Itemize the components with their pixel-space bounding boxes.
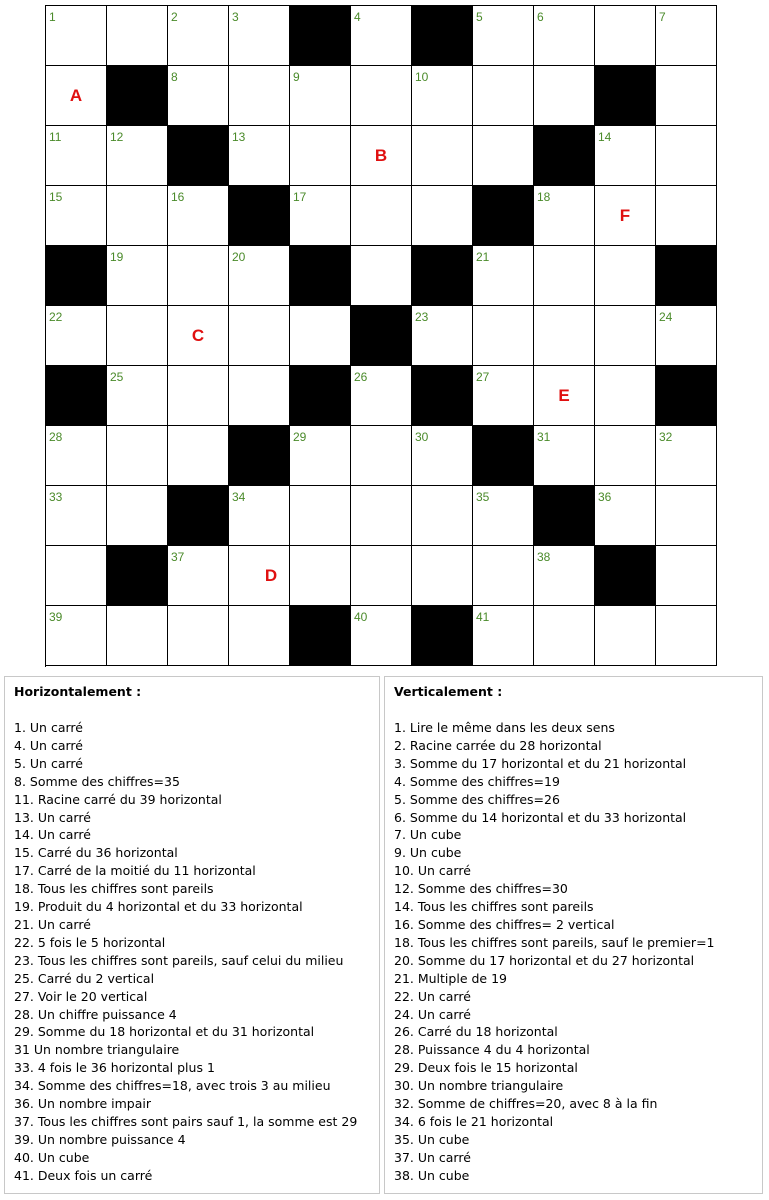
black-cell — [473, 426, 534, 486]
vertical-clue: 28. Puissance 4 du 4 horizontal — [394, 1042, 590, 1058]
grid-cell[interactable] — [351, 66, 412, 126]
vertical-clue: 26. Carré du 18 horizontal — [394, 1024, 558, 1040]
vertical-clue: 18. Tous les chiffres sont pareils, sauf le premier=1 — [394, 934, 715, 950]
black-cell — [46, 366, 107, 426]
vertical-clue: 29. Deux fois le 15 horizontal — [394, 1060, 578, 1076]
clue-number: 13 — [232, 130, 246, 144]
grid-cell[interactable] — [412, 426, 473, 486]
horizontal-clues-panel — [4, 676, 380, 1194]
horizontal-clue: 14. Un carré — [14, 827, 91, 843]
clue-number: 37 — [171, 550, 185, 564]
clue-number: 24 — [659, 310, 673, 324]
horizontal-clue: 8. Somme des chiffres=35 — [14, 773, 180, 789]
black-cell — [656, 366, 717, 426]
horizontal-clue: 11. Racine carré du 39 horizontal — [14, 791, 222, 807]
grid-cell[interactable] — [107, 366, 168, 426]
grid-cell[interactable] — [229, 6, 290, 66]
grid-cell[interactable] — [351, 6, 412, 66]
cell-marker-letter: E — [558, 385, 570, 405]
grid-cell[interactable] — [46, 546, 107, 606]
grid-cell[interactable] — [290, 186, 351, 246]
vertical-clue: 22. Un carré — [394, 988, 471, 1004]
grid-cell[interactable] — [46, 306, 107, 366]
horizontal-clues-title: Horizontalement : — [14, 684, 142, 699]
clue-number: 22 — [49, 310, 63, 324]
grid-cell[interactable] — [46, 486, 107, 546]
vertical-clue: 20. Somme du 17 horizontal et du 27 horizontal — [394, 952, 695, 968]
grid-cell[interactable] — [595, 426, 656, 486]
grid-cell[interactable] — [534, 546, 595, 606]
clue-number: 26 — [354, 370, 368, 384]
grid-cell[interactable] — [229, 486, 290, 546]
grid-cell[interactable] — [534, 306, 595, 366]
grid-cell[interactable] — [595, 6, 656, 66]
grid-cell[interactable] — [229, 366, 290, 426]
black-cell — [412, 246, 473, 306]
grid-cell[interactable] — [595, 366, 656, 426]
grid-cell[interactable] — [290, 486, 351, 546]
black-cell — [46, 246, 107, 306]
black-cell — [595, 546, 656, 606]
vertical-clues-panel — [384, 676, 763, 1194]
clue-number: 18 — [537, 190, 551, 204]
grid-cell[interactable] — [473, 126, 534, 186]
black-cell — [168, 126, 229, 186]
horizontal-clue: 34. Somme des chiffres=18, avec trois 3 au milieu — [14, 1078, 331, 1094]
horizontal-clue: 18. Tous les chiffres sont pareils — [14, 881, 214, 897]
horizontal-clue: 39. Un nombre puissance 4 — [14, 1131, 186, 1147]
grid-cell[interactable] — [168, 306, 229, 366]
horizontal-clue: 27. Voir le 20 vertical — [14, 988, 148, 1004]
grid-cell[interactable] — [534, 366, 595, 426]
grid-cell[interactable] — [46, 6, 107, 66]
grid-cell[interactable] — [168, 366, 229, 426]
grid-cell[interactable] — [473, 546, 534, 606]
grid-cell[interactable] — [107, 426, 168, 486]
grid-cell[interactable] — [229, 126, 290, 186]
grid-cell[interactable] — [473, 6, 534, 66]
grid-cell[interactable] — [412, 546, 473, 606]
horizontal-clue: 37. Tous les chiffres sont pairs sauf 1, la somme est 29 — [14, 1113, 358, 1129]
grid-cell[interactable] — [656, 606, 717, 666]
horizontal-clue: 17. Carré de la moitié du 11 horizontal — [14, 863, 256, 879]
horizontal-clue: 5. Un carré — [14, 755, 83, 771]
clue-number: 23 — [415, 310, 429, 324]
grid-cell[interactable] — [107, 606, 168, 666]
vertical-clue: 37. Un carré — [394, 1149, 471, 1165]
black-cell — [534, 126, 595, 186]
vertical-clue: 3. Somme du 17 horizontal et du 21 horizontal — [394, 755, 687, 771]
grid-cell[interactable] — [656, 546, 717, 606]
grid-cell[interactable] — [595, 246, 656, 306]
horizontal-clue: 31 Un nombre triangulaire — [14, 1042, 180, 1058]
clue-number: 38 — [537, 550, 551, 564]
black-cell — [412, 606, 473, 666]
grid-cell[interactable] — [656, 6, 717, 66]
black-cell — [290, 6, 351, 66]
cell-marker-letter: C — [191, 325, 205, 345]
clue-number: 4 — [354, 10, 361, 24]
grid-cell[interactable] — [473, 366, 534, 426]
vertical-clue: 4. Somme des chiffres=19 — [394, 773, 560, 789]
grid-cell[interactable] — [107, 186, 168, 246]
grid-cell[interactable] — [534, 186, 595, 246]
clue-number: 25 — [110, 370, 124, 384]
black-cell — [412, 366, 473, 426]
grid-cell[interactable] — [473, 606, 534, 666]
vertical-clue: 7. Un cube — [394, 827, 462, 843]
horizontal-clue: 29. Somme du 18 horizontal et du 31 horizontal — [14, 1024, 315, 1040]
horizontal-clues-list — [14, 719, 370, 1185]
cell-marker-letter: B — [374, 145, 388, 165]
cell-marker-letter: D — [264, 565, 278, 585]
grid-cell[interactable] — [290, 426, 351, 486]
vertical-clue: 9. Un cube — [394, 845, 462, 861]
grid-cell[interactable] — [534, 426, 595, 486]
clue-number: 41 — [476, 610, 490, 624]
cell-marker-letter: A — [69, 85, 83, 105]
black-cell — [229, 426, 290, 486]
grid-cell[interactable] — [534, 606, 595, 666]
crossword-grid — [45, 5, 717, 667]
vertical-clue: 32. Somme de chiffres=20, avec 8 à la fin — [394, 1096, 658, 1112]
black-cell — [107, 546, 168, 606]
clue-number: 27 — [476, 370, 490, 384]
grid-cell[interactable] — [290, 306, 351, 366]
black-cell — [229, 186, 290, 246]
grid-cell[interactable] — [656, 126, 717, 186]
grid-cell[interactable] — [412, 66, 473, 126]
vertical-clue: 6. Somme du 14 horizontal et du 33 horizontal — [394, 809, 687, 825]
horizontal-clue: 1. Un carré — [14, 720, 83, 735]
horizontal-clue: 36. Un nombre impair — [14, 1096, 151, 1112]
clue-number: 29 — [293, 430, 307, 444]
grid-cell[interactable] — [473, 66, 534, 126]
grid-cell[interactable] — [290, 126, 351, 186]
grid-cell[interactable] — [351, 606, 412, 666]
clue-number: 20 — [232, 250, 246, 264]
vertical-clue: 38. Un cube — [394, 1167, 470, 1183]
grid-cell[interactable] — [595, 126, 656, 186]
vertical-clue: 1. Lire le même dans les deux sens — [394, 720, 615, 735]
vertical-clues-title: Verticalement : — [394, 684, 503, 699]
vertical-clue: 34. 6 fois le 21 horizontal — [394, 1113, 554, 1129]
grid-cell[interactable] — [412, 306, 473, 366]
clue-number: 34 — [232, 490, 246, 504]
clue-number: 28 — [49, 430, 63, 444]
grid-cell[interactable] — [46, 426, 107, 486]
clue-number: 12 — [110, 130, 124, 144]
grid-cell[interactable] — [351, 366, 412, 426]
vertical-clues-list — [394, 719, 753, 1185]
clue-number: 16 — [171, 190, 185, 204]
clue-number: 19 — [110, 250, 124, 264]
horizontal-clue: 40. Un cube — [14, 1149, 90, 1165]
grid-cell[interactable] — [168, 6, 229, 66]
black-cell — [473, 186, 534, 246]
grid-cell[interactable] — [229, 246, 290, 306]
black-cell — [656, 246, 717, 306]
grid-cell[interactable] — [229, 66, 290, 126]
grid-cell[interactable] — [595, 186, 656, 246]
horizontal-clue: 41. Deux fois un carré — [14, 1167, 153, 1183]
clue-number: 39 — [49, 610, 63, 624]
vertical-clue: 12. Somme des chiffres=30 — [394, 881, 568, 897]
grid-cell[interactable] — [534, 246, 595, 306]
grid-cell[interactable] — [473, 306, 534, 366]
grid-cell[interactable] — [351, 246, 412, 306]
grid-cell[interactable] — [168, 546, 229, 606]
grid-cell[interactable] — [534, 6, 595, 66]
clue-number: 14 — [598, 130, 612, 144]
vertical-clue: 24. Un carré — [394, 1006, 471, 1022]
grid-cell[interactable] — [107, 306, 168, 366]
vertical-clue: 14. Tous les chiffres sont pareils — [394, 899, 594, 915]
clue-number: 30 — [415, 430, 429, 444]
clue-number: 8 — [171, 70, 178, 84]
horizontal-clue: 15. Carré du 36 horizontal — [14, 845, 178, 861]
grid-cell[interactable] — [290, 546, 351, 606]
clue-number: 5 — [476, 10, 483, 24]
grid-cell[interactable] — [168, 246, 229, 306]
grid-cell[interactable] — [473, 246, 534, 306]
clue-number: 9 — [293, 70, 300, 84]
clue-number: 31 — [537, 430, 551, 444]
horizontal-clue: 19. Produit du 4 horizontal et du 33 horizontal — [14, 899, 303, 915]
vertical-clue: 30. Un nombre triangulaire — [394, 1078, 564, 1094]
grid-cell[interactable] — [229, 606, 290, 666]
vertical-clue: 10. Un carré — [394, 863, 471, 879]
clue-number: 35 — [476, 490, 490, 504]
horizontal-clue: 22. 5 fois le 5 horizontal — [14, 934, 166, 950]
grid-cell[interactable] — [168, 426, 229, 486]
grid-cell[interactable] — [412, 126, 473, 186]
horizontal-clue: 4. Un carré — [14, 737, 83, 753]
grid-cell[interactable] — [107, 126, 168, 186]
vertical-clue: 16. Somme des chiffres= 2 vertical — [394, 916, 615, 932]
clue-number: 7 — [659, 10, 666, 24]
grid-cell[interactable] — [473, 486, 534, 546]
vertical-clue: 35. Un cube — [394, 1131, 470, 1147]
grid-cell[interactable] — [351, 486, 412, 546]
grid-cell[interactable] — [168, 186, 229, 246]
grid-cell[interactable] — [351, 426, 412, 486]
clue-number: 21 — [476, 250, 490, 264]
grid-cell[interactable] — [290, 66, 351, 126]
clue-number: 6 — [537, 10, 544, 24]
grid-cell[interactable] — [46, 186, 107, 246]
clue-number: 33 — [49, 490, 63, 504]
horizontal-clue: 25. Carré du 2 vertical — [14, 970, 155, 986]
grid-cell[interactable] — [168, 606, 229, 666]
black-cell — [168, 486, 229, 546]
black-cell — [351, 306, 412, 366]
clue-number: 3 — [232, 10, 239, 24]
clue-number: 1 — [49, 10, 56, 24]
horizontal-clue: 33. 4 fois le 36 horizontal plus 1 — [14, 1060, 215, 1076]
grid-cell[interactable] — [107, 246, 168, 306]
black-cell — [412, 6, 473, 66]
grid-cell[interactable] — [595, 486, 656, 546]
horizontal-clue: 28. Un chiffre puissance 4 — [14, 1006, 177, 1022]
grid-cell[interactable] — [168, 66, 229, 126]
clue-number: 32 — [659, 430, 673, 444]
black-cell — [290, 246, 351, 306]
black-cell — [290, 366, 351, 426]
grid-cell[interactable] — [412, 486, 473, 546]
vertical-clue: 2. Racine carrée du 28 horizontal — [394, 737, 602, 753]
grid-cell[interactable] — [656, 186, 717, 246]
horizontal-clue: 13. Un carré — [14, 809, 91, 825]
clue-number: 36 — [598, 490, 612, 504]
black-cell — [534, 486, 595, 546]
grid-cell[interactable] — [46, 606, 107, 666]
grid-cell[interactable] — [46, 66, 107, 126]
black-cell — [107, 66, 168, 126]
grid-cell[interactable] — [229, 306, 290, 366]
grid-cell[interactable] — [107, 486, 168, 546]
grid-cell[interactable] — [656, 306, 717, 366]
clue-number: 2 — [171, 10, 178, 24]
grid-cell[interactable] — [595, 306, 656, 366]
grid-cell[interactable] — [534, 66, 595, 126]
grid-cell[interactable] — [351, 126, 412, 186]
grid-cell[interactable] — [351, 186, 412, 246]
black-cell — [595, 66, 656, 126]
grid-cell[interactable] — [595, 606, 656, 666]
grid-cell[interactable] — [656, 426, 717, 486]
vertical-clue: 5. Somme des chiffres=26 — [394, 791, 560, 807]
clue-number: 10 — [415, 70, 429, 84]
horizontal-clue: 23. Tous les chiffres sont pareils, sauf celui du milieu — [14, 952, 344, 968]
grid-cell[interactable] — [656, 66, 717, 126]
grid-cell[interactable] — [656, 486, 717, 546]
clue-number: 15 — [49, 190, 63, 204]
clue-number: 17 — [293, 190, 307, 204]
horizontal-clue: 21. Un carré — [14, 916, 91, 932]
grid-cell[interactable] — [229, 546, 290, 606]
grid-cell[interactable] — [412, 186, 473, 246]
grid-cell[interactable] — [46, 126, 107, 186]
vertical-clue: 21. Multiple de 19 — [394, 970, 507, 986]
grid-cell[interactable] — [107, 6, 168, 66]
clue-number: 11 — [49, 130, 62, 144]
clue-number: 40 — [354, 610, 368, 624]
cell-marker-letter: F — [619, 205, 631, 225]
grid-cell[interactable] — [351, 546, 412, 606]
black-cell — [290, 606, 351, 666]
